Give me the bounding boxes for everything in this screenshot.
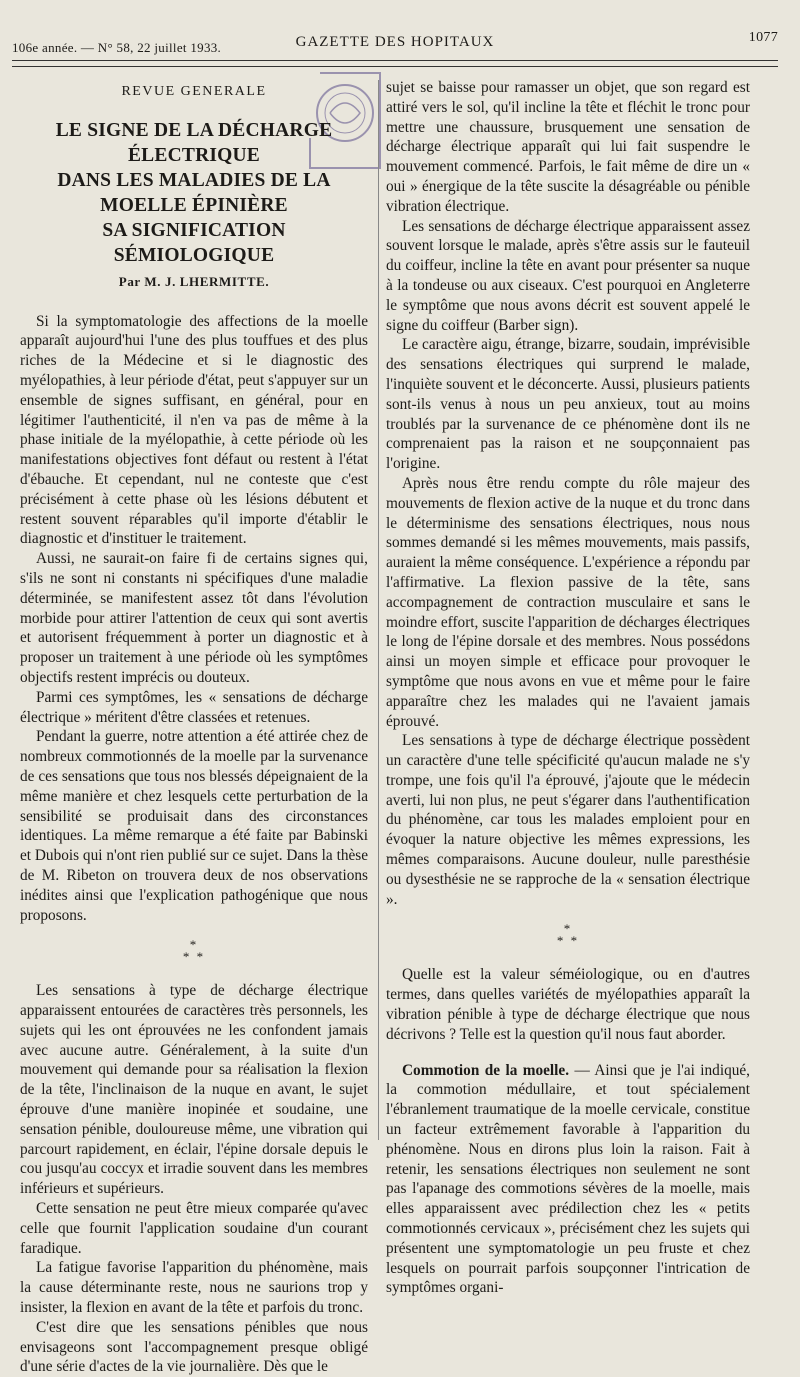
article-title-line-1: LE SIGNE DE LA DÉCHARGE ÉLECTRIQUE xyxy=(55,119,333,166)
issue-info: 106e année. — N° 58, 22 juillet 1933. xyxy=(12,40,222,55)
section-separator: * * * xyxy=(556,921,580,949)
body-paragraph: Les sensations à type de décharge électrique possèdent un caractère d'une telle spécificité qu'aucun malade ne s'y trompe, une fois qu'il l'a éprouvé, j'ajoute que le médecin averti, lui non plus, ne peut s'égarer dans l'authentification du phénomène, car tous les malades emploient pour en évoquer la nature objective les mêmes expressions, les mêmes comparaisons. Aucune douleur, nulle paresthésie ou dysesthésie ne se rapproche de la « sensation électrique ». xyxy=(386,732,750,908)
body-paragraph: La fatigue favorise l'apparition du phénomène, mais la cause déterminante reste, nous ne saurions trop y insister, la flexion en avant de la tête et parfois du tronc. xyxy=(20,1259,368,1317)
body-paragraph: Les sensations à type de décharge électrique apparaissent entourées de caractères très personnels, les sujets qui les ont éprouvées ne les confondent jamais avec aucune autre. Généralement, à la suite d'un mouvement qui demande pour sa réalisation la flexion de la tête, l'inclinaison de la nuque en avant, le sujet éprouve d'une manière inopinée et soudaine, une sensation pénible, douloureuse même, une vibration qui parcourt rapidement, en éclair, l'épine dorsale depuis le cou jusqu'au coccyx et irradie souvent dans les membres inférieurs et supérieurs. xyxy=(20,982,368,1198)
subsection-text: — Ainsi que je l'ai indiqué, la commotion médullaire, et tout spécialement l'ébranlement traumatique de la moelle cervicale, constitue un facteur extrêmement favorable à l'apparition du phénomène. Nous en dirons plus loin la raison. Fait à retenir, les sensations électriques non seulement ne sont pas l'apanage des commotions sévères de la moelle, mais elles apparaissent avec prédilection chez les « petits commotionnés cervicaux », précisément chez les sujets qui présentent une symptomatologie un peu fruste et chez lesquels on pourrait parfois soupçonner l'intrication de symptômes organi- xyxy=(386,1061,750,1297)
article-title-line-3: SA SIGNIFICATION SÉMIOLOGIQUE xyxy=(102,219,286,266)
body-paragraph: Parmi ces symptômes, les « sensations de décharge électrique » méritent d'être classées et retenues. xyxy=(20,688,368,726)
header-rule-2 xyxy=(12,66,778,67)
journal-title: GAZETTE DES HOPITAUX xyxy=(295,34,495,50)
section-label: REVUE GENERALE xyxy=(121,84,267,99)
column-divider xyxy=(378,80,379,1140)
section-separator: * * * xyxy=(182,937,206,965)
article-author: Par M. J. LHERMITTE. xyxy=(118,273,270,289)
header-rule xyxy=(12,60,778,61)
running-header xyxy=(12,30,778,56)
body-paragraph: Si la symptomatologie des affections de la moelle apparaît aujourd'hui l'une des plus touffues et des plus riches de la Médecine et si le diagnostic des myélopathies, à leur période d'état, peut s'appuyer sur un ensemble de signes suffisant, en général, pour en légitimer l'authenticité, il n'en va pas de même à la phase initiale de la myélopathie, à cette période où les manifestations objectives font défaut ou restent à l'état d'ébauche. Et cependant, nul ne conteste que c'est précisément à cette phase où les lésions débutent et restent souvent réparables qu'il importe d'établir le diagnostic et d'instituer le traitement. xyxy=(20,312,368,548)
body-paragraph: Après nous être rendu compte du rôle majeur des mouvements de flexion active de la nuque et du tronc dans le déterminisme des sensations électriques, nous nous sommes demandé si les mêmes mouvements, mais passifs, auraient la même conséquence. L'expérience a répondu par l'affirmative. La flexion passive de la tête, sans accompagnement de contraction musculaire et sans le moindre effort, suscite l'apparition de décharges électriques le long de l'épine dorsale et des membres. Nous possédons ainsi un moyen simple et efficace pour provoquer le symptôme que nous avons en vue et même pour le faire apparaître chez les malades qui ne l'avaient jamais éprouvé. xyxy=(386,474,750,730)
body-paragraph: Les sensations de décharge électrique apparaissent assez souvent lorsque le malade, après s'être assis sur le fauteuil du coiffeur, incline la tête en avant pour présenter sa nuque à la tondeuse ou aux ciseaux. C'est pourquoi en Angleterre le symptôme que nous avons décrit est souvent appelé le signe du coiffeur (Barber sign). xyxy=(386,217,750,334)
left-column xyxy=(20,78,368,1377)
body-paragraph: Aussi, ne saurait-on faire fi de certains signes qui, s'ils ne sont ni constants ni spécifiques d'une maladie déterminée, se manifestent assez tôt dans l'évolution morbide pour attirer l'attention de ceux qui sont avertis et autorisent fréquemment à porter un diagnostic et à proposer un traitement à une période où les symptômes objectifs restent imprécis ou douteux. xyxy=(20,550,368,686)
right-column xyxy=(386,78,750,1298)
body-paragraph: Cette sensation ne peut être mieux comparée qu'avec celle que fournit l'application soudaine d'un courant faradique. xyxy=(20,1200,368,1257)
subsection-paragraph xyxy=(386,1061,750,1299)
body-paragraph: C'est dire que les sensations pénibles que nous envisageons sont l'accompagnement presque obligé d'une série d'actes de la vie journalière. Dès que le xyxy=(20,1318,368,1376)
article-title-line-2: DANS LES MALADIES DE LA MOELLE ÉPINIÈRE xyxy=(57,169,331,216)
page-number: 1077 xyxy=(748,30,778,45)
body-paragraph: Pendant la guerre, notre attention a été attirée chez de nombreux commotionnés de la moelle par la survenance de ces sensations que tous nos blessés dépeignaient de la même manière et chez lesquels cette perturbation de la sensibilité se produisait dans des circonstances identiques. La même remarque a été faite par Babinski et Dubois qui n'ont rien publié sur ce sujet. Dans la thèse de M. Ribeton on trouvera deux de nos observations inédites ainsi que l'explication pathogénique que nous proposons. xyxy=(20,728,368,924)
body-paragraph: Quelle est la valeur séméiologique, ou en d'autres termes, dans quelles variétés de myélopathies apparaît la vibration pénible à type de décharge électrique que nous décrivons ? Telle est la question qu'il nous faut aborder. xyxy=(386,966,750,1043)
body-paragraph: Le caractère aigu, étrange, bizarre, soudain, imprévisible des sensations électriques qui surprend le malade, l'inquiète souvent et le déconcerte. Aussi, plusieurs patients sont-ils venus à nous un peu anxieux, tout au moins troublés par la survenance de ce phénomène dont ils ne comprenaient pas la raison et ne soupçonnaient pas l'origine. xyxy=(386,336,750,473)
subsection-heading: Commotion de la moelle. xyxy=(402,1061,570,1079)
body-paragraph: sujet se baisse pour ramasser un objet, que son regard est attiré vers le sol, qu'il incline la tête et fléchit le tronc pour mettre une chaussure, brusquement une sensation de décharge électrique apparaît qui lui fait suspendre le mouvement commencé. Parfois, le fait même de dire un « oui » énergique de la tête suscite la désagréable ou pénible vibration électrique. xyxy=(386,79,750,215)
